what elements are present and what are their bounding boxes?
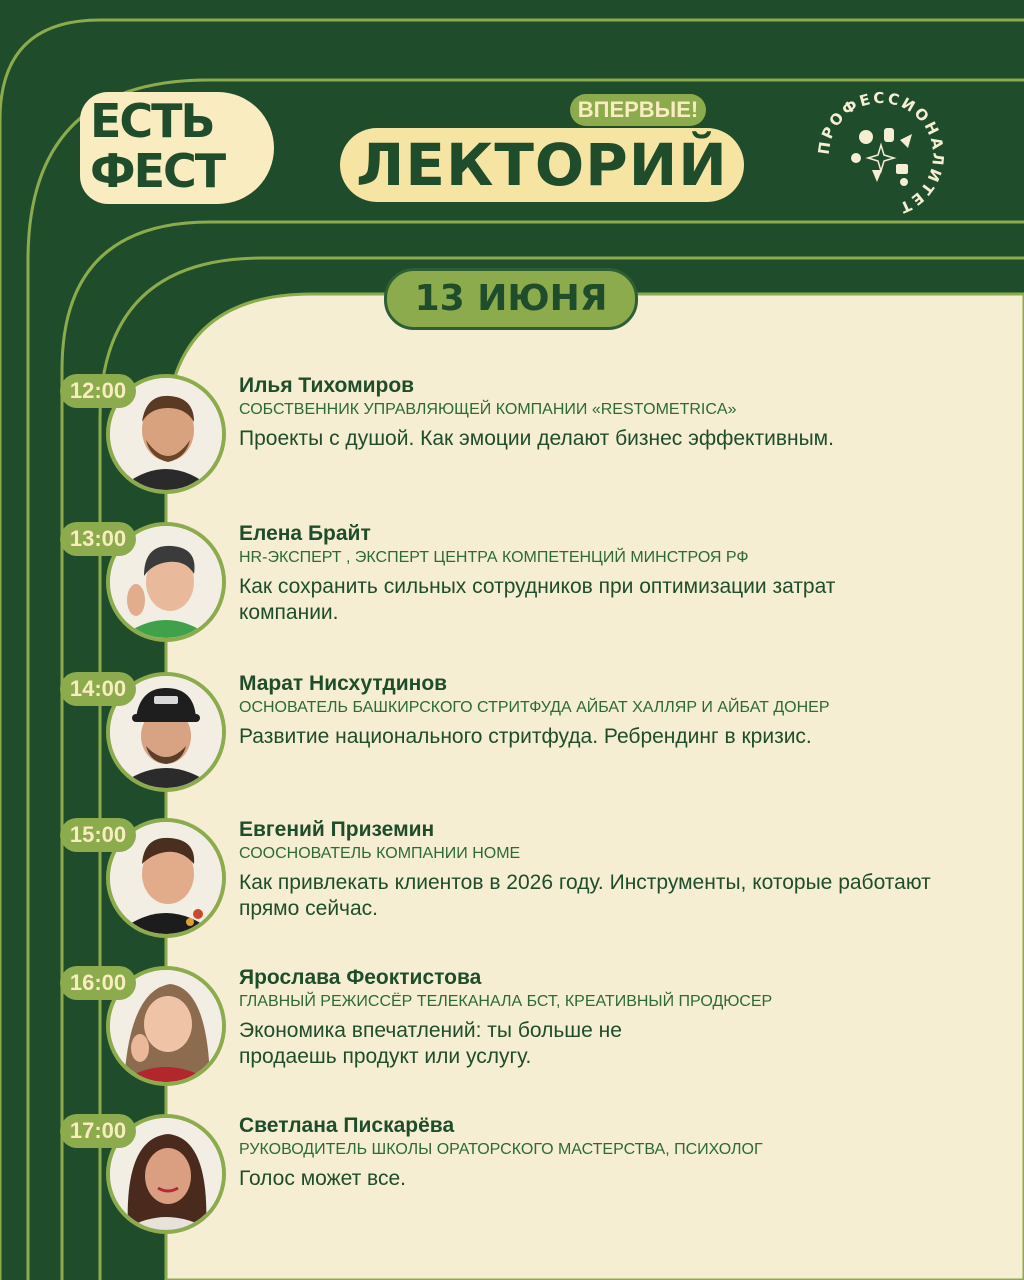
speaker-name: Елена Брайт	[239, 522, 371, 545]
date-badge: 13 ИЮНЯ	[384, 268, 638, 330]
speaker-role: HR-ЭКСПЕРТ , ЭКСПЕРТ ЦЕНТРА КОМПЕТЕНЦИЙ МИНСТРОЯ РФ	[239, 549, 749, 566]
festival-logo	[80, 92, 274, 204]
talk-topic: Как сохранить сильных сотрудников при оптимизации затрат компании.	[239, 575, 836, 624]
talk-item	[0, 522, 1024, 652]
stamp-text: ПРОФЕССИОНАЛИТЕТ	[814, 88, 948, 218]
time-badge: 17:00	[60, 1114, 136, 1148]
speaker-name: Светлана Пискарёва	[239, 1114, 455, 1137]
speaker-name: Евгений Приземин	[239, 818, 435, 841]
talk-item	[0, 818, 1024, 948]
svg-text:ПРОФЕССИОНАЛИТЕТ	[815, 89, 948, 218]
talk-item	[0, 966, 1024, 1096]
time-badge: 15:00	[60, 818, 136, 852]
speaker-role: РУКОВОДИТЕЛЬ ШКОЛЫ ОРАТОРСКОГО МАСТЕРСТВА, ПСИХОЛОГ	[239, 1141, 763, 1158]
talk-item	[0, 374, 1024, 504]
talk-topic: Голос может все.	[239, 1167, 406, 1190]
professionalitet-stamp	[808, 82, 954, 228]
stamp-shapes-icon	[851, 128, 912, 186]
time-badge: 13:00	[60, 522, 136, 556]
talk-topic: Проекты с душой. Как эмоции делают бизнес эффективным.	[239, 427, 834, 450]
talk-topic: Как привлекать клиентов в 2026 году. Инструменты, которые работают прямо сейчас.	[239, 871, 931, 920]
speaker-role: ОСНОВАТЕЛЬ БАШКИРСКОГО СТРИТФУДА АЙБАТ ХАЛЛЯР И АЙБАТ ДОНЕР	[239, 699, 830, 716]
talk-item	[0, 1114, 1024, 1244]
time-badge: 12:00	[60, 374, 136, 408]
speaker-name: Илья Тихомиров	[239, 374, 415, 397]
speaker-name: Ярослава Феоктистова	[239, 966, 482, 989]
first-time-badge: ВПЕРВЫЕ!	[570, 94, 706, 126]
speaker-name: Марат Нисхутдинов	[239, 672, 448, 695]
speaker-role: СОБСТВЕННИК УПРАВЛЯЮЩЕЙ КОМПАНИИ «RESTOMETRICA»	[239, 401, 737, 418]
logo-line-1: ЕСТЬ	[90, 94, 214, 148]
speaker-role: СООСНОВАТЕЛЬ КОМПАНИИ HOME	[239, 845, 521, 862]
speaker-role: ГЛАВНЫЙ РЕЖИССЁР ТЕЛЕКАНАЛА БСТ, КРЕАТИВНЫЙ ПРОДЮСЕР	[239, 993, 773, 1010]
page-title: ЛЕКТОРИЙ	[340, 128, 744, 202]
talk-topic: Экономика впечатлений: ты больше не продаешь продукт или услугу.	[239, 1019, 622, 1068]
talk-item	[0, 672, 1024, 802]
logo-line-2: ФЕСТ	[90, 144, 225, 198]
talk-topic: Развитие национального стритфуда. Ребрендинг в кризис.	[239, 725, 812, 748]
time-badge: 14:00	[60, 672, 136, 706]
time-badge: 16:00	[60, 966, 136, 1000]
